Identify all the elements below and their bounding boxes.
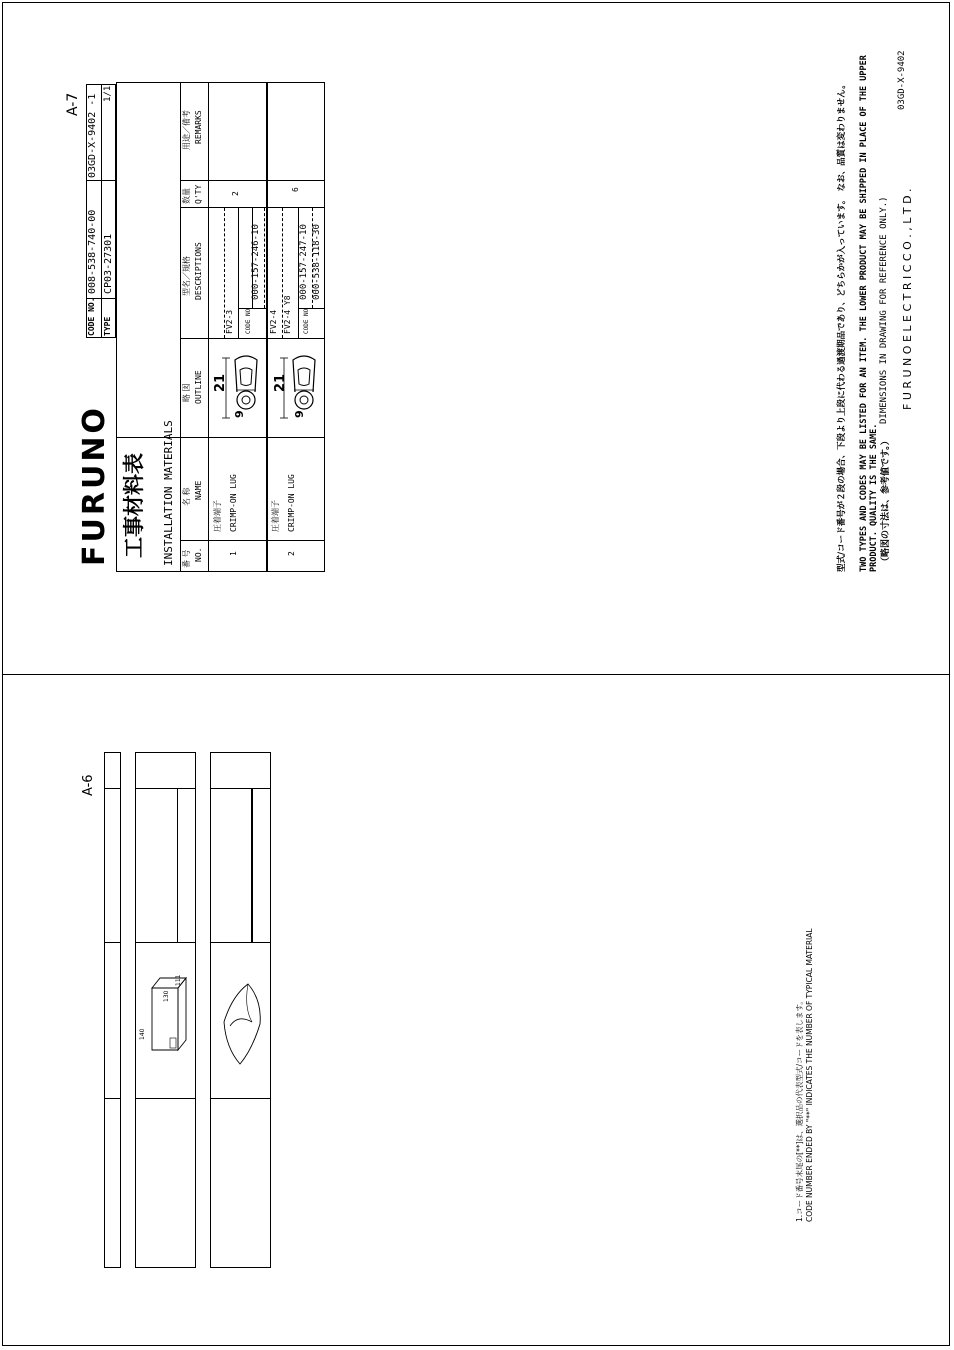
bag-drawing <box>218 978 266 1070</box>
header-qty-en: Q'TY <box>194 184 203 204</box>
row-name-jp: 圧着端子 <box>213 500 222 532</box>
row-code: 000-157-246-10 <box>251 224 261 300</box>
row-name-jp: 圧着端子 <box>271 500 280 532</box>
footnote-jp: 1.コード番号末尾の[**]は、選択品の代表型式/コードを表します。 <box>795 997 804 1222</box>
row-no: 1 <box>229 551 238 556</box>
dim-label: 140 <box>139 1028 146 1040</box>
dim-label: 130 <box>163 990 170 1002</box>
code-no-label: CODE NO. <box>87 297 96 336</box>
dim-note-en: DIMENSIONS IN DRAWING FOR REFERENCE ONLY.) <box>879 196 889 424</box>
row-no: 2 <box>287 551 296 556</box>
row-type-alt: FV2-4 Y8 <box>283 295 292 334</box>
carton-box-drawing <box>140 968 192 1060</box>
row-name-en: CRIMP-ON LUG <box>229 474 238 532</box>
row-qty: 6 <box>291 187 300 192</box>
page-number-bottom: A-6 <box>81 774 96 796</box>
row-type: FV2-4 <box>269 309 278 334</box>
dim-b: 9 <box>293 410 306 418</box>
type-label: TYPE <box>103 316 112 336</box>
row-qty: 2 <box>231 191 240 196</box>
dim-b: 9 <box>233 410 246 418</box>
footer-ref: 03GD-X-9402 <box>897 50 907 110</box>
doc-ref: 03GD-X-9402 -1 <box>87 93 98 178</box>
type-value: CP03-27301 <box>103 233 114 294</box>
header-no-en: NO. <box>194 547 203 562</box>
sheet-number: 1/1 <box>103 85 113 102</box>
note-en-1: TWO TYPES AND CODES MAY BE LISTED FOR AN ITEM. THE LOWER PRODUCT MAY BE SHIPPED IN PLACE OF THE UPPER <box>859 55 869 572</box>
note-jp: 型式/コード番号が２段の場合、下段より上段に代わる過渡期品であり、どちらかが入っています。 なお、品質は変わりません。 <box>837 80 847 572</box>
header-name-jp: 名 称 <box>182 487 191 506</box>
header-desc-en: DESCRIPTIONS <box>194 242 203 300</box>
dim-note-jp: （略図の寸法は、参考値です。） <box>881 436 891 566</box>
dim-label: 111 <box>175 974 182 986</box>
dim-a: 21 <box>213 373 228 392</box>
dim-a: 21 <box>273 373 288 392</box>
header-qty-jp: 数量 <box>182 188 191 204</box>
code-no-value: 008-538-740-00 <box>87 209 98 294</box>
header-outline-jp: 略 図 <box>182 383 191 402</box>
title-jp: 工事材料表 <box>122 453 146 558</box>
note-en-2: PRODUCT. QUALITY IS THE SAME. <box>869 423 879 572</box>
header-remarks-en: REMARKS <box>194 110 203 144</box>
header-remarks-jp: 用途／備考 <box>182 110 191 150</box>
header-no-jp: 番 号 <box>182 549 191 568</box>
header-outline-en: OUTLINE <box>194 370 203 404</box>
code-label: CODE NO <box>245 308 252 334</box>
row-code-alt: 000-538-118-30 <box>312 224 322 300</box>
furuno-logo: FURUNO <box>77 405 112 566</box>
header-strip <box>104 752 121 1268</box>
footnote-en: CODE NUMBER ENDED BY "**" INDICATES THE NUMBER OF TYPICAL MATERIAL <box>805 928 814 1222</box>
row-code: 000-157-247-10 <box>299 224 309 300</box>
company-name: F U R U N O E L E C T R I C C O . , L T D . <box>901 188 914 410</box>
code-label: CODE NO <box>303 308 310 334</box>
page-number-top: A-7 <box>65 92 81 116</box>
header-name-en: NAME <box>194 480 203 500</box>
title-en: INSTALLATION MATERIALS <box>162 420 175 566</box>
row-type: FV2-3 <box>225 309 234 334</box>
header-desc-jp: 型名／規格 <box>182 256 191 296</box>
row-name-en: CRIMP-ON LUG <box>287 474 296 532</box>
page-divider <box>2 674 950 675</box>
